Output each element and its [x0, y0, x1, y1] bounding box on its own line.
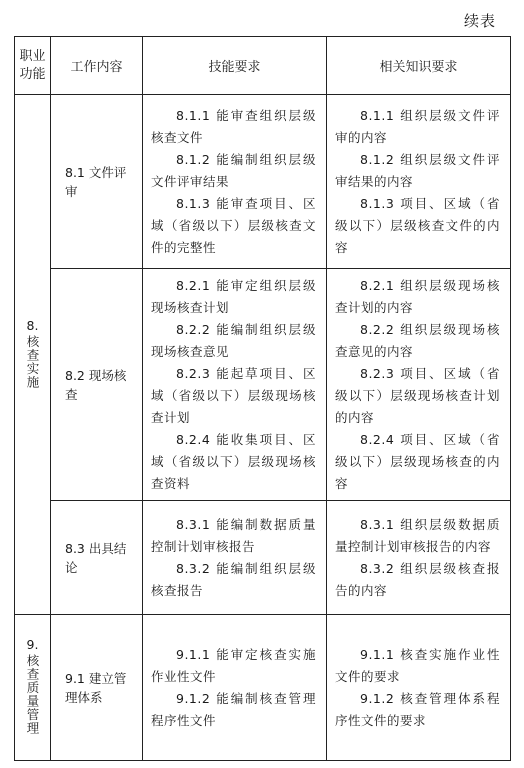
function-name: 核查实施	[25, 334, 40, 389]
knowledge-cell	[327, 269, 511, 501]
header-work-content: 工作内容	[51, 37, 143, 95]
work-content-cell: 9.1 建立管理体系	[51, 615, 143, 761]
knowledge-item: 8.2.3 项目、区域（省级以下）层级现场核查计划的内容	[335, 365, 500, 425]
knowledge-item: 8.3.2 组织层级核查报告的内容	[335, 560, 500, 598]
function-cell	[15, 615, 51, 761]
knowledge-cell	[327, 95, 511, 269]
skills-table	[14, 36, 511, 761]
skill-item: 8.2.1 能审定组织层级现场核查计划	[151, 277, 316, 315]
function-cell	[15, 95, 51, 615]
skill-item: 8.1.2 能编制组织层级文件评审结果	[151, 151, 316, 189]
skill-item: 8.2.3 能起草项目、区域（省级以下）层级现场核查计划	[151, 365, 316, 425]
knowledge-item: 8.1.1 组织层级文件评审的内容	[335, 107, 500, 145]
work-content-cell: 8.1 文件评审	[51, 95, 143, 269]
skill-item: 8.1.1 能审查组织层级核查文件	[151, 107, 316, 145]
work-content-cell: 8.3 出具结论	[51, 501, 143, 615]
work-content-cell: 8.2 现场核查	[51, 269, 143, 501]
skill-item: 8.2.2 能编制组织层级现场核查意见	[151, 321, 316, 359]
skill-item: 8.2.4 能收集项目、区域（省级以下）层级现场核查资料	[151, 431, 316, 491]
knowledge-item: 8.2.4 项目、区域（省级以下）层级现场核查的内容	[335, 431, 500, 491]
skill-item: 8.1.3 能审查项目、区域（省级以下）层级核查文件的完整性	[151, 195, 316, 255]
table-row	[15, 501, 511, 615]
skill-item: 8.3.2 能编制组织层级核查报告	[151, 560, 316, 598]
skill-item: 9.1.1 能审定核查实施作业性文件	[151, 646, 316, 684]
function-number: 9.	[26, 637, 39, 652]
skills-cell	[143, 615, 327, 761]
skills-cell	[143, 269, 327, 501]
knowledge-cell	[327, 501, 511, 615]
knowledge-item: 8.3.1 组织层级数据质量控制计划审核报告的内容	[335, 516, 500, 554]
table-row	[15, 95, 511, 269]
knowledge-item: 8.2.1 组织层级现场核查计划的内容	[335, 277, 500, 315]
header-skill-requirements: 技能要求	[143, 37, 327, 95]
skill-item: 9.1.2 能编制核查管理程序性文件	[151, 690, 316, 728]
table-header-row	[15, 37, 511, 95]
skills-cell	[143, 95, 327, 269]
knowledge-cell	[327, 615, 511, 761]
knowledge-item: 8.1.2 组织层级文件评审结果的内容	[335, 151, 500, 189]
header-function: 职业功能	[15, 37, 51, 95]
table-row	[15, 269, 511, 501]
knowledge-item: 9.1.1 核查实施作业性文件的要求	[335, 646, 500, 684]
knowledge-item: 8.2.2 组织层级现场核查意见的内容	[335, 321, 500, 359]
knowledge-item: 9.1.2 核查管理体系程序性文件的要求	[335, 690, 500, 728]
continued-label: 续表	[463, 12, 496, 30]
knowledge-item: 8.1.3 项目、区域（省级以下）层级核查文件的内容	[335, 195, 500, 255]
table-row	[15, 615, 511, 761]
function-number: 8.	[26, 317, 39, 333]
skills-cell	[143, 501, 327, 615]
skill-item: 8.3.1 能编制数据质量控制计划审核报告	[151, 516, 316, 554]
function-name: 核查质量管理	[25, 654, 40, 735]
header-knowledge-requirements: 相关知识要求	[327, 37, 511, 95]
